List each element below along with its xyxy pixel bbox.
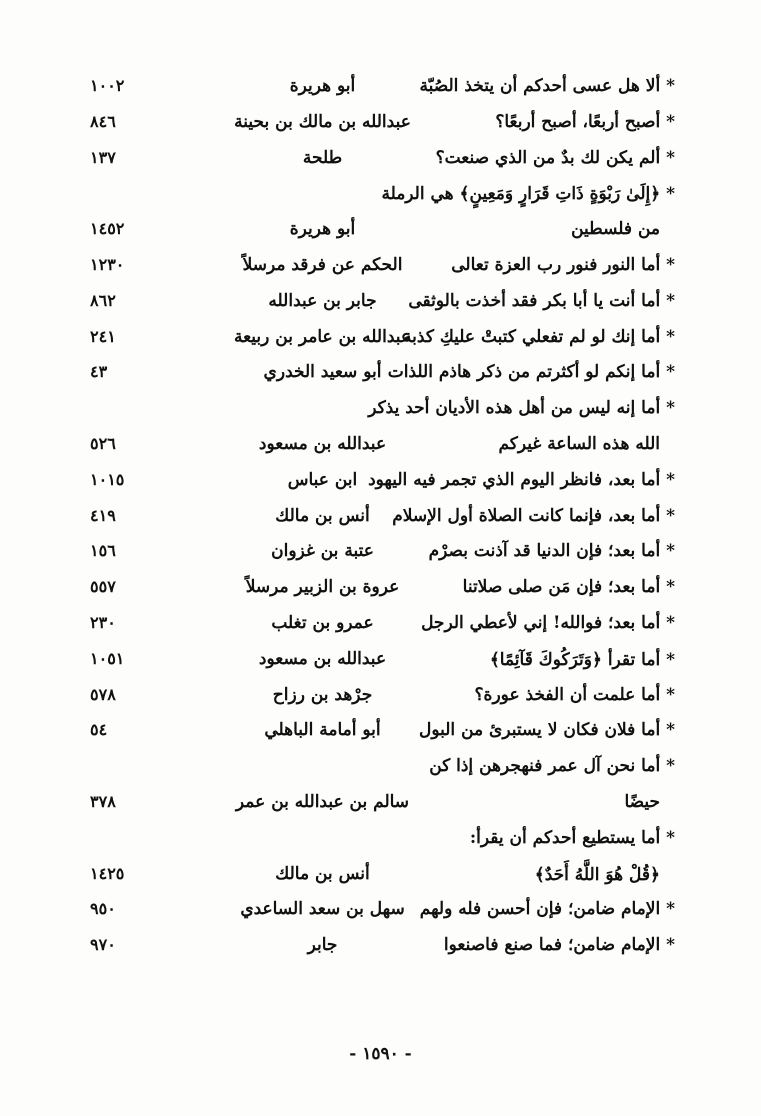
entry-text: * ألم يكن لك بدٌ من الذي صنعت؟ xyxy=(435,147,675,168)
entry-narrator: عتبة بن غزوان xyxy=(271,541,374,562)
entry-number: ٩٥٠ xyxy=(90,899,116,919)
entry-text: * ﴿إِلَىٰ رَبْوَةٍ ذَاتِ قَرَارٍ وَمَعِينٍ﴾ هي الرملة xyxy=(381,184,675,205)
entry-narrator: عبدالله بن مالك بن بحينة xyxy=(234,111,411,132)
index-entry xyxy=(0,786,761,822)
entry-narrator: أبو أمامة الباهلي xyxy=(264,720,381,741)
entry-text: الله هذه الساعة غيركم xyxy=(498,433,660,454)
entry-text: * أما بعد، فإنما كانت الصلاة أول الإسلام xyxy=(392,505,675,526)
entry-number: ٤١٩ xyxy=(90,505,116,525)
entry-text: من فلسطين xyxy=(571,219,660,240)
entry-number: ٥٥٧ xyxy=(90,577,116,597)
entry-text: ﴿قُلْ هُوَ اللَّهُ أَحَدٌ﴾ xyxy=(534,864,660,885)
entry-text: * الإمام ضامن؛ فما صنع فاصنعوا xyxy=(443,935,675,956)
index-entry xyxy=(0,607,761,643)
entry-text: * أما إنك لو لم تفعلي كتبتْ عليكِ كذبة xyxy=(403,326,675,347)
entry-narrator: الحكم عن فرقد مرسلاً xyxy=(242,254,403,275)
page-number: - ١٥٩٠ - xyxy=(349,1044,412,1064)
index-entry xyxy=(0,249,761,285)
index-entry xyxy=(0,321,761,357)
entry-narrator: عبدالله بن مسعود xyxy=(258,433,387,454)
entry-text: * أما تقرأ ﴿وَتَرَكُوكَ قَآئِمًا﴾ xyxy=(489,649,675,670)
entry-narrator: عروة بن الزبير مرسلاً xyxy=(245,577,400,598)
entry-narrator: عمرو بن تغلب xyxy=(271,612,374,633)
entry-number: ٨٦٢ xyxy=(90,290,116,310)
entry-narrator: عبدالله بن مسعود xyxy=(258,648,387,669)
index-entry xyxy=(0,643,761,679)
entry-number: ١٤٢٥ xyxy=(90,863,125,883)
index-entry xyxy=(0,929,761,965)
entry-text: * أما إنكم لو أكثرتم من ذكر هاذم اللذات xyxy=(387,362,675,383)
index-entry xyxy=(0,70,761,106)
entry-text: * الإمام ضامن؛ فإن أحسن فله ولهم xyxy=(419,899,675,920)
entry-narrator: سهل بن سعد الساعدي xyxy=(240,899,405,920)
entry-narrator: طلحة xyxy=(302,147,343,168)
entry-number: ١٠١٥ xyxy=(90,469,125,489)
entry-text: * أما نحن آل عمر فنهجرهن إذا كن xyxy=(429,756,675,777)
index-entry xyxy=(0,428,761,464)
entry-narrator: جرْهد بن رزاح xyxy=(272,684,373,705)
entry-number: ١٠٥١ xyxy=(90,648,125,668)
entry-number: ٥٢٦ xyxy=(90,433,116,453)
entry-number: ٥٤ xyxy=(90,720,108,740)
index-entries xyxy=(0,70,761,965)
entry-text: * أما يستطيع أحدكم أن يقرأ: xyxy=(469,827,675,848)
index-entry xyxy=(0,822,761,858)
index-entry xyxy=(0,571,761,607)
entry-text: * أما بعد، فانظر اليوم الذي تجمر فيه اليهود xyxy=(368,469,675,490)
entry-text: * أما النور فنور رب العزة تعالى xyxy=(451,254,675,275)
index-entry xyxy=(0,392,761,428)
entry-number: ١٠٠٢ xyxy=(90,76,125,95)
entry-narrator: أنس بن مالك xyxy=(275,863,370,884)
entry-number: ١٥٦ xyxy=(90,541,116,561)
entry-narrator: جابر xyxy=(307,935,338,956)
entry-number: ٥٧٨ xyxy=(90,684,116,704)
index-entry xyxy=(0,893,761,929)
index-entry xyxy=(0,535,761,571)
index-entry xyxy=(0,858,761,894)
entry-text: * أما علمت أن الفخذ عورة؟ xyxy=(474,684,675,705)
index-entry xyxy=(0,714,761,750)
entry-number: ١٤٥٢ xyxy=(90,219,125,239)
index-entry xyxy=(0,679,761,715)
index-entry xyxy=(0,750,761,786)
entry-number: ١٢٣٠ xyxy=(90,254,125,274)
entry-narrator: أبو سعيد الخدري xyxy=(263,362,382,383)
entry-narrator: أنس بن مالك xyxy=(275,505,370,526)
entry-narrator: عبدالله بن عامر بن ربيعة xyxy=(233,326,412,347)
entry-text: * أما فلان فكان لا يستبرئ من البول xyxy=(418,720,675,741)
entry-number: ٢٣٠ xyxy=(90,612,116,632)
index-entry xyxy=(0,356,761,392)
entry-narrator: جابر بن عبدالله xyxy=(268,290,377,311)
entry-number: ٩٧٠ xyxy=(90,935,116,955)
entry-text: * أما بعد؛ فوالله! إني لأعطي الرجل xyxy=(421,612,675,633)
entry-narrator: أبو هريرة xyxy=(289,219,356,240)
entry-text: حيضًا xyxy=(624,791,660,812)
entry-text: * أصبح أربعًا، أصبح أربعًا؟ xyxy=(495,111,675,132)
index-entry xyxy=(0,177,761,213)
entry-text: * أما أنت يا أبا بكر فقد أخذت بالوثقى xyxy=(408,290,675,311)
index-entry xyxy=(0,464,761,500)
entry-number: ٢٤١ xyxy=(90,326,116,346)
entry-text: * أما بعد؛ فإن الدنيا قد آذنت بصرْم xyxy=(428,541,675,562)
index-entry xyxy=(0,500,761,536)
index-entry xyxy=(0,142,761,178)
entry-number: ١٣٧ xyxy=(90,147,116,167)
entry-number: ٣٧٨ xyxy=(90,791,116,811)
entry-text: * أما إنه ليس من أهل هذه الأديان أحد يذكر xyxy=(368,398,675,419)
entry-narrator: ابن عباس xyxy=(287,469,358,490)
entry-text: * ألا هل عسى أحدكم أن يتخذ الصُبّة xyxy=(419,76,675,96)
index-entry xyxy=(0,106,761,142)
entry-text: * أما بعد؛ فإن مَن صلى صلاتنا xyxy=(462,577,675,598)
index-entry xyxy=(0,285,761,321)
entry-narrator: سالم بن عبدالله بن عمر xyxy=(235,791,410,812)
entry-number: ٨٤٦ xyxy=(90,111,116,131)
entry-narrator: أبو هريرة xyxy=(289,76,356,96)
entry-number: ٤٣ xyxy=(90,362,108,382)
index-entry xyxy=(0,213,761,249)
